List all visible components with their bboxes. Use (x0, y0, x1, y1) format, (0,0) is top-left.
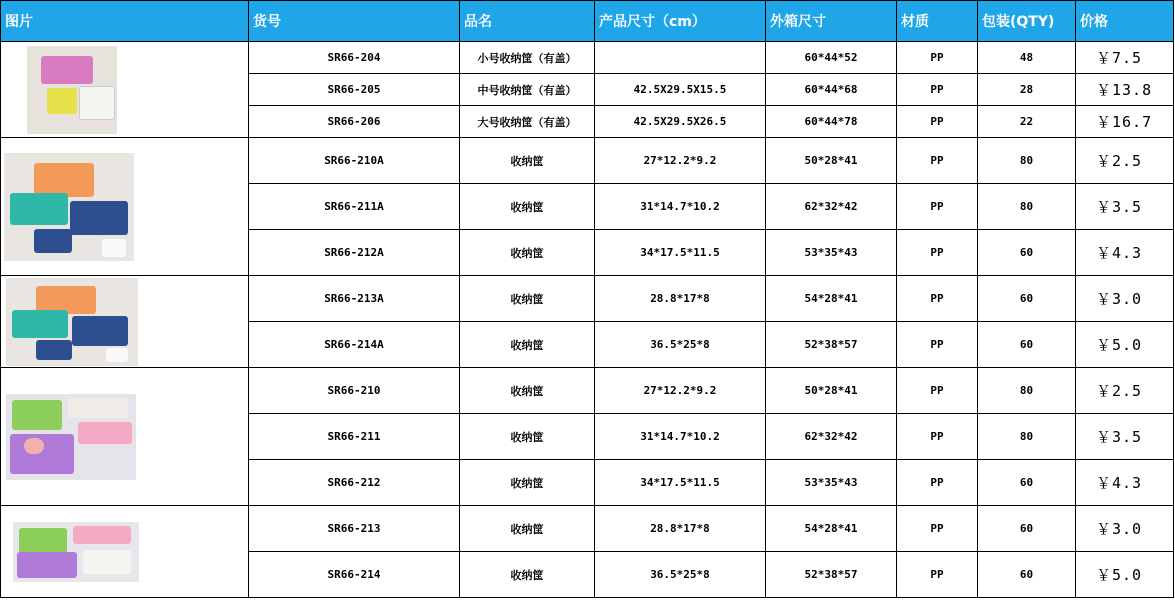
carton-size: 62*32*42 (766, 184, 897, 230)
product-size: 27*12.2*9.2 (595, 138, 766, 184)
product-size: 36.5*25*8 (595, 322, 766, 368)
material: PP (897, 106, 978, 138)
carton-size: 54*28*41 (766, 506, 897, 552)
material: PP (897, 184, 978, 230)
product-size: 28.8*17*8 (595, 276, 766, 322)
packing: 80 (978, 138, 1076, 184)
product-photo-lidded-baskets (27, 46, 117, 134)
carton-size: 60*44*78 (766, 106, 897, 138)
price: ￥3.5 (1076, 184, 1174, 230)
product-name: 收纳筐 (460, 322, 595, 368)
material: PP (897, 322, 978, 368)
packing: 60 (978, 506, 1076, 552)
packing: 60 (978, 230, 1076, 276)
packing: 22 (978, 106, 1076, 138)
item-no: SR66-206 (249, 106, 460, 138)
carton-size: 60*44*68 (766, 74, 897, 106)
item-no: SR66-211 (249, 414, 460, 460)
packing: 80 (978, 184, 1076, 230)
product-name: 收纳筐 (460, 184, 595, 230)
material: PP (897, 460, 978, 506)
item-no: SR66-213 (249, 506, 460, 552)
material: PP (897, 74, 978, 106)
material: PP (897, 276, 978, 322)
product-size: 27*12.2*9.2 (595, 368, 766, 414)
header-row (1, 1, 1174, 42)
image-cell (1, 506, 249, 598)
header-image: 图片 (1, 1, 249, 42)
item-no: SR66-211A (249, 184, 460, 230)
packing: 80 (978, 368, 1076, 414)
product-size: 31*14.7*10.2 (595, 184, 766, 230)
header-packing: 包装(QTY) (978, 1, 1076, 42)
price: ￥5.0 (1076, 552, 1174, 598)
header-material: 材质 (897, 1, 978, 42)
product-size: 42.5X29.5X15.5 (595, 74, 766, 106)
material: PP (897, 138, 978, 184)
table-row (1, 506, 1174, 552)
carton-size: 53*35*43 (766, 230, 897, 276)
image-cell (1, 276, 249, 368)
carton-size: 62*32*42 (766, 414, 897, 460)
price: ￥13.8 (1076, 74, 1174, 106)
price: ￥3.0 (1076, 276, 1174, 322)
header-product-size: 产品尺寸（cm） (595, 1, 766, 42)
material: PP (897, 230, 978, 276)
carton-size: 52*38*57 (766, 552, 897, 598)
material: PP (897, 552, 978, 598)
carton-size: 54*28*41 (766, 276, 897, 322)
product-size: 28.8*17*8 (595, 506, 766, 552)
material: PP (897, 414, 978, 460)
product-photo-orange-teal-navy-baskets (6, 278, 138, 366)
packing: 60 (978, 460, 1076, 506)
carton-size: 50*28*41 (766, 138, 897, 184)
item-no: SR66-204 (249, 42, 460, 74)
product-size: 36.5*25*8 (595, 552, 766, 598)
table-row (1, 42, 1174, 74)
price: ￥4.3 (1076, 460, 1174, 506)
price: ￥2.5 (1076, 138, 1174, 184)
price: ￥4.3 (1076, 230, 1174, 276)
item-no: SR66-213A (249, 276, 460, 322)
item-no: SR66-210A (249, 138, 460, 184)
image-cell (1, 42, 249, 138)
product-name: 大号收纳筐（有盖） (460, 106, 595, 138)
material: PP (897, 506, 978, 552)
header-name: 品名 (460, 1, 595, 42)
price: ￥2.5 (1076, 368, 1174, 414)
packing: 48 (978, 42, 1076, 74)
item-no: SR66-212 (249, 460, 460, 506)
item-no: SR66-210 (249, 368, 460, 414)
packing: 28 (978, 74, 1076, 106)
product-name: 收纳筐 (460, 138, 595, 184)
product-name: 收纳筐 (460, 368, 595, 414)
packing: 80 (978, 414, 1076, 460)
item-no: SR66-212A (249, 230, 460, 276)
product-size (595, 42, 766, 74)
header-item-no: 货号 (249, 1, 460, 42)
carton-size: 50*28*41 (766, 368, 897, 414)
product-name: 收纳筐 (460, 552, 595, 598)
product-size: 34*17.5*11.5 (595, 460, 766, 506)
header-carton-size: 外箱尺寸 (766, 1, 897, 42)
item-no: SR66-214A (249, 322, 460, 368)
material: PP (897, 368, 978, 414)
product-photo-orange-teal-navy-baskets (4, 153, 134, 261)
table-row (1, 276, 1174, 322)
product-name: 中号收纳筐（有盖） (460, 74, 595, 106)
product-size: 34*17.5*11.5 (595, 230, 766, 276)
packing: 60 (978, 276, 1076, 322)
product-size: 31*14.7*10.2 (595, 414, 766, 460)
product-name: 小号收纳筐（有盖） (460, 42, 595, 74)
material: PP (897, 42, 978, 74)
product-photo-green-pink-purple-baskets (6, 394, 136, 480)
product-name: 收纳筐 (460, 414, 595, 460)
carton-size: 60*44*52 (766, 42, 897, 74)
packing: 60 (978, 552, 1076, 598)
carton-size: 52*38*57 (766, 322, 897, 368)
table-row (1, 138, 1174, 184)
price: ￥7.5 (1076, 42, 1174, 74)
price: ￥3.0 (1076, 506, 1174, 552)
product-name: 收纳筐 (460, 276, 595, 322)
table-row (1, 368, 1174, 414)
price: ￥3.5 (1076, 414, 1174, 460)
price: ￥16.7 (1076, 106, 1174, 138)
product-name: 收纳筐 (460, 230, 595, 276)
item-no: SR66-205 (249, 74, 460, 106)
product-name: 收纳筐 (460, 506, 595, 552)
image-cell (1, 368, 249, 506)
price: ￥5.0 (1076, 322, 1174, 368)
product-photo-green-purple-baskets (13, 522, 139, 582)
product-name: 收纳筐 (460, 460, 595, 506)
item-no: SR66-214 (249, 552, 460, 598)
product-size: 42.5X29.5X26.5 (595, 106, 766, 138)
packing: 60 (978, 322, 1076, 368)
carton-size: 53*35*43 (766, 460, 897, 506)
header-price: 价格 (1076, 1, 1174, 42)
image-cell (1, 138, 249, 276)
